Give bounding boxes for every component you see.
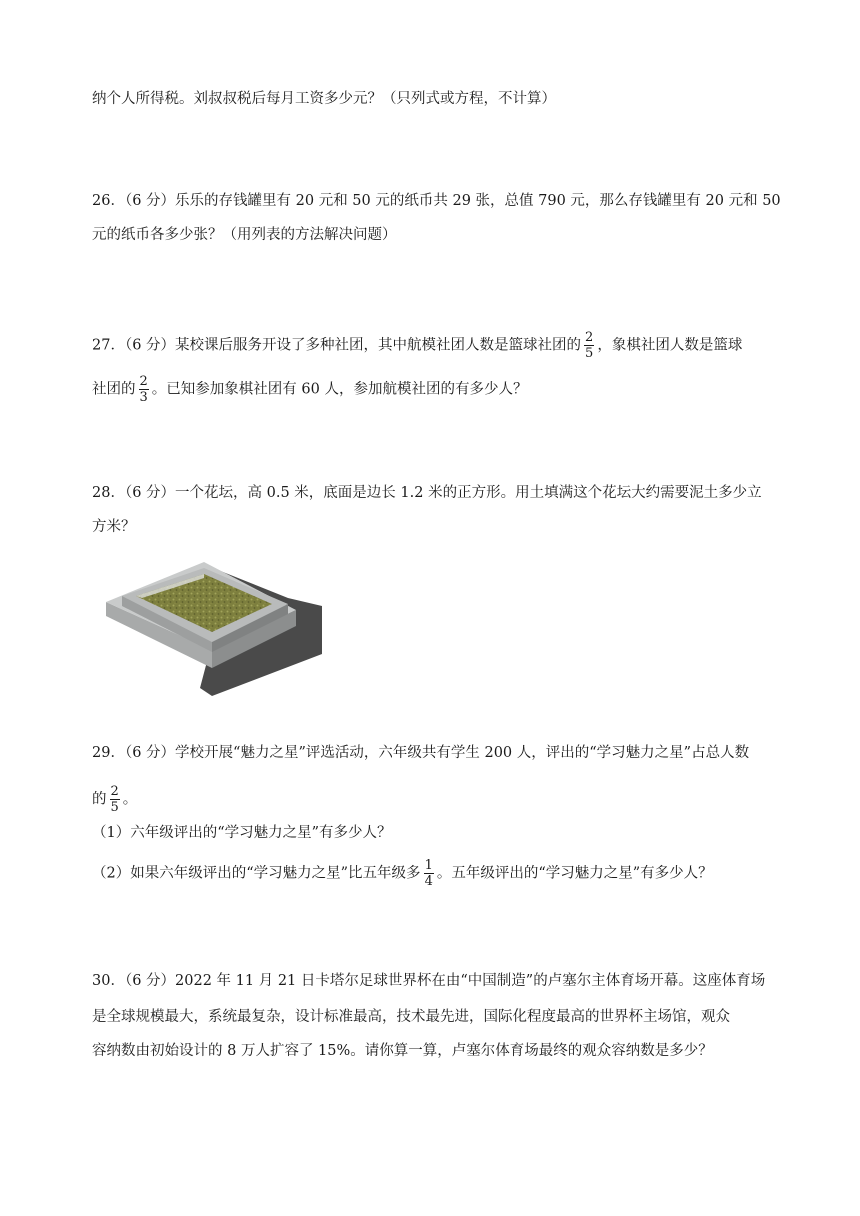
q30-text-2: 是全球规模最大，系统最复杂，设计标准最高，技术最先进，国际化程度最高的世界杯主场馆，观众 <box>92 1009 730 1025</box>
question-26-line-1 <box>92 190 781 212</box>
q29-sub1-text: （1）六年级评出的“学习魅力之星”有多少人？ <box>92 825 392 841</box>
flower-bed-image <box>100 556 322 698</box>
question-30-line-2 <box>92 1006 730 1028</box>
q26-text-2: 元的纸币各多少张？（用列表的方法解决问题） <box>92 227 397 243</box>
question-28-line-2 <box>92 516 136 538</box>
question-29-sub-2 <box>92 858 713 889</box>
question-29-line-2 <box>92 784 137 815</box>
fraction-numerator: 2 <box>585 330 594 345</box>
q26-text-1: 26．（6 分）乐乐的存钱罐里有 20 元和 50 元的纸币共 29 张，总值 790 元，那么存钱罐里有 20 元和 50 <box>92 193 781 209</box>
fraction-denominator: 5 <box>585 346 594 361</box>
q27-text-1b: ，象棋社团人数是篮球 <box>597 337 743 354</box>
question-27-line-1 <box>92 330 742 361</box>
fraction-numerator: 2 <box>139 374 148 389</box>
q29-text-2a: 的 <box>92 791 107 808</box>
fraction-denominator: 4 <box>424 874 433 889</box>
q30-text-1: 30．（6 分）2022 年 11 月 21 日卡塔尔足球世界杯在由“中国制造”的卢塞尔主体育场开幕。这座体育场 <box>92 973 766 989</box>
fraction-two-thirds <box>139 374 149 405</box>
fraction-numerator: 2 <box>110 784 119 799</box>
q29-text-1: 29．（6 分）学校开展“魅力之星”评选活动，六年级共有学生 200 人，评出的“学习魅力之星”占总人数 <box>92 745 750 761</box>
question-25-continuation <box>92 88 556 110</box>
q29-sub2-text-b: 。五年级评出的“学习魅力之星”有多少人？ <box>436 865 713 882</box>
question-27-line-2 <box>92 374 527 405</box>
fraction-one-quarter <box>424 858 434 889</box>
q28-text-2: 方米？ <box>92 519 136 535</box>
flower-bed-drawing <box>100 556 322 698</box>
q29-sub2-text-a: （2）如果六年级评出的“学习魅力之星”比五年级多 <box>92 865 421 882</box>
question-29-line-1 <box>92 742 749 764</box>
q27-text-2a: 社团的 <box>92 381 136 398</box>
question-28-line-1 <box>92 482 762 504</box>
question-26-line-2 <box>92 224 397 246</box>
q27-text-1a: 27．（6 分）某校课后服务开设了多种社团，其中航模社团人数是篮球社团的 <box>92 337 582 354</box>
fraction-two-fifths <box>110 784 120 815</box>
fraction-numerator: 1 <box>424 858 433 873</box>
fraction-two-fifths <box>584 330 594 361</box>
q28-text-1: 28．（6 分）一个花坛，高 0.5 米，底面是边长 1.2 米的正方形。用土填满这个花坛大约需要泥土多少立 <box>92 485 762 501</box>
question-30-line-1 <box>92 970 765 992</box>
fraction-denominator: 3 <box>139 390 148 405</box>
question-29-sub-1 <box>92 822 392 844</box>
question-30-line-3 <box>92 1040 713 1062</box>
q27-text-2b: 。已知参加象棋社团有 60 人，参加航模社团的有多少人？ <box>151 381 528 398</box>
fraction-denominator: 5 <box>110 800 119 815</box>
q25-text: 纳个人所得税。刘叔叔税后每月工资多少元？（只列式或方程，不计算） <box>92 91 556 107</box>
q30-text-3: 容纳数由初始设计的 8 万人扩容了 15%。请你算一算，卢塞尔体育场最终的观众容纳数是多少？ <box>92 1043 713 1059</box>
q29-text-2b: 。 <box>122 791 138 808</box>
